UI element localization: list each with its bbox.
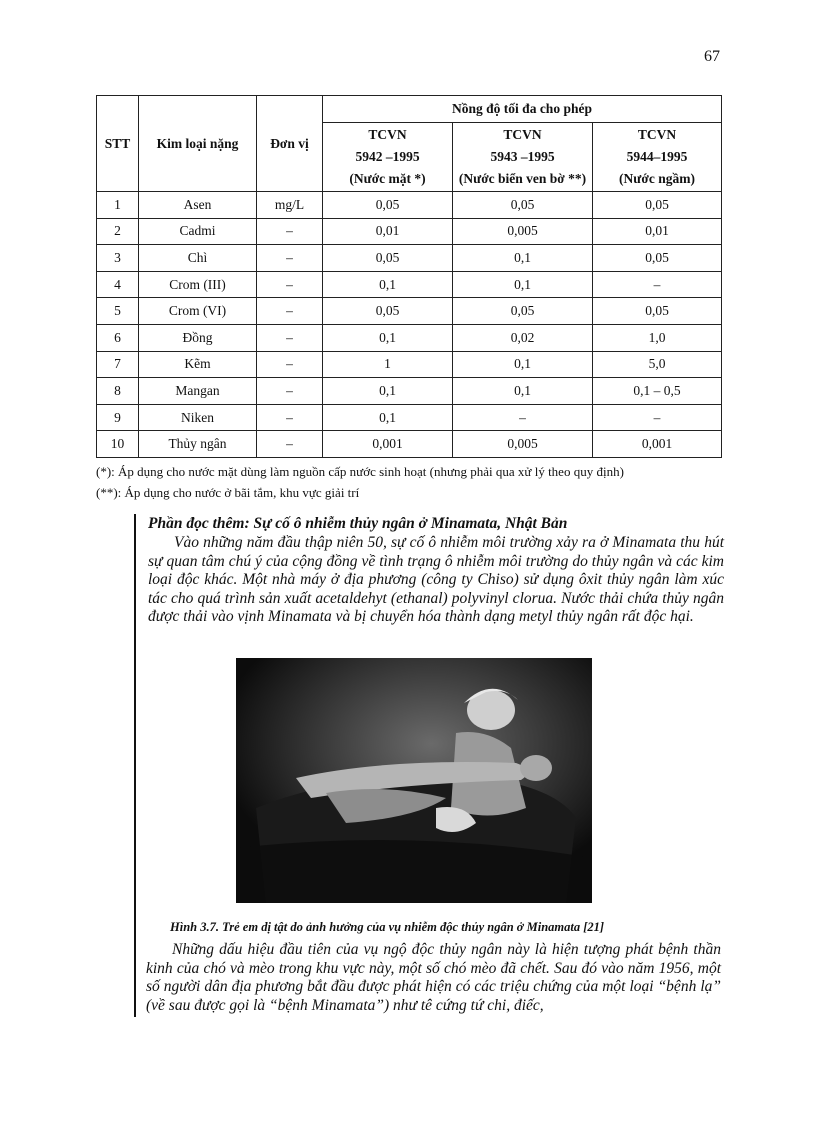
cell-surface: 0,01 [323,218,453,245]
cell-metal: Đồng [139,324,257,351]
cell-metal: Chì [139,245,257,272]
table-row [97,324,722,351]
cell-stt: 10 [97,431,139,458]
header-col1-note: (Nước mặt *) [349,171,426,186]
cell-stt: 1 [97,192,139,219]
metal-limits-table [96,95,722,458]
cell-unit: – [257,404,323,431]
cell-unit: – [257,378,323,405]
cell-coastal: 0,02 [453,324,593,351]
table-row [97,431,722,458]
cell-ground: 0,05 [593,298,722,325]
header-metal: Kim loại nặng [139,96,257,192]
cell-ground: – [593,404,722,431]
minamata-photo [236,658,592,903]
cell-unit: – [257,298,323,325]
cell-coastal: 0,1 [453,351,593,378]
cell-unit: – [257,351,323,378]
cell-stt: 4 [97,271,139,298]
table-row [97,298,722,325]
cell-surface: 0,1 [323,271,453,298]
header-col2-note: (Nước biển ven bờ **) [458,171,587,186]
cell-ground: 0,01 [593,218,722,245]
further-reading-title: Phần đọc thêm: Sự cố ô nhiễm thủy ngân ở Minamata, Nhật Bản [148,515,568,532]
cell-metal: Kẽm [139,351,257,378]
cell-surface: 0,1 [323,404,453,431]
cell-metal: Mangan [139,378,257,405]
header-col1-code: TCVN [368,127,407,142]
table-row [97,351,722,378]
cell-metal: Thủy ngân [139,431,257,458]
figure-caption: Hình 3.7. Trẻ em dị tật do ảnh hưởng của vụ nhiễm độc thủy ngân ở Minamata [21] [170,920,605,934]
cell-metal: Crom (VI) [139,298,257,325]
page-number: 67 [704,48,720,65]
cell-coastal: 0,005 [453,431,593,458]
header-coastal-water [453,123,593,192]
cell-ground: 0,1 – 0,5 [593,378,722,405]
photo-illustration [236,658,592,903]
header-surface-water [323,123,453,192]
cell-unit: – [257,245,323,272]
table-row [97,404,722,431]
table-footnotes [96,461,736,503]
cell-unit: – [257,431,323,458]
cell-metal: Niken [139,404,257,431]
cell-unit: – [257,324,323,351]
cell-ground: 0,05 [593,245,722,272]
cell-surface: 0,001 [323,431,453,458]
header-groundwater [593,123,722,192]
cell-ground: 1,0 [593,324,722,351]
cell-surface: 1 [323,351,453,378]
header-stt: STT [97,96,139,192]
header-col3-note: (Nước ngầm) [619,171,695,186]
footnote-surface-water: (*): Áp dụng cho nước mặt dùng làm nguồn cấp nước sinh hoạt (nhưng phải qua xử lý theo quy định) [96,464,624,479]
cell-metal: Asen [139,192,257,219]
header-col2-code: TCVN [503,127,542,142]
cell-surface: 0,1 [323,378,453,405]
cell-surface: 0,05 [323,245,453,272]
cell-coastal: 0,05 [453,298,593,325]
cell-stt: 8 [97,378,139,405]
header-col3-year: 5944–1995 [626,149,688,164]
cell-unit: – [257,271,323,298]
table-row [97,218,722,245]
cell-surface: 0,05 [323,192,453,219]
further-reading-paragraph-2: Những dấu hiệu đầu tiên của vụ ngộ độc thủy ngân này là hiện tượng phát bệnh thần kinh của chó và mèo trong khu vực này, một số chó mèo đã chết. Sau đó vào năm 1956, một số người dân địa phương bắt đầu được phát hiện có các triệu chứng của một loại “bệnh lạ” (về sau được gọi là “bệnh Minamata”) như tê cứng tứ chi, điếc, [146,941,721,1014]
cell-stt: 6 [97,324,139,351]
cell-coastal: 0,1 [453,271,593,298]
cell-unit: – [257,218,323,245]
cell-surface: 0,1 [323,324,453,351]
cell-unit: mg/L [257,192,323,219]
cell-ground: 0,05 [593,192,722,219]
cell-ground: 0,001 [593,431,722,458]
header-col1-year: 5942 –1995 [355,149,420,164]
header-col3-code: TCVN [637,127,677,142]
cell-stt: 9 [97,404,139,431]
cell-metal: Cadmi [139,218,257,245]
cell-ground: – [593,271,722,298]
table-row [97,271,722,298]
cell-stt: 2 [97,218,139,245]
further-reading-paragraph-1: Vào những năm đầu thập niên 50, sự cố ô nhiễm môi trường xảy ra ở Minamata thu hút sự quan tâm chú ý của cộng đồng về tình trạng ô nhiễm môi trường do thủy ngân và các kim loại độc khác. Một nhà máy ở địa phương (công ty Chiso) sử dụng ôxit thủy ngân làm xúc tác cho quá trình sản xuất acetaldehyt (ethanal) polyvinyl clorua. Nước thải chứa thủy ngân được thải vào vịnh Minamata và bị chuyển hóa thành dạng metyl thủy ngân rất độc hại. [148,534,724,625]
cell-coastal: 0,1 [453,378,593,405]
cell-coastal: 0,05 [453,192,593,219]
cell-stt: 5 [97,298,139,325]
cell-stt: 3 [97,245,139,272]
header-col2-year: 5943 –1995 [490,149,555,164]
cell-stt: 7 [97,351,139,378]
cell-ground: 5,0 [593,351,722,378]
header-unit: Đơn vị [257,96,323,192]
table-row [97,245,722,272]
header-max-concentration: Nồng độ tối đa cho phép [323,96,722,123]
cell-coastal: 0,1 [453,245,593,272]
cell-coastal: – [453,404,593,431]
footnote-coastal-water: (**): Áp dụng cho nước ở bãi tắm, khu vực giải trí [96,485,360,500]
table-row [97,378,722,405]
cell-coastal: 0,005 [453,218,593,245]
cell-surface: 0,05 [323,298,453,325]
cell-metal: Crom (III) [139,271,257,298]
table-row [97,192,722,219]
